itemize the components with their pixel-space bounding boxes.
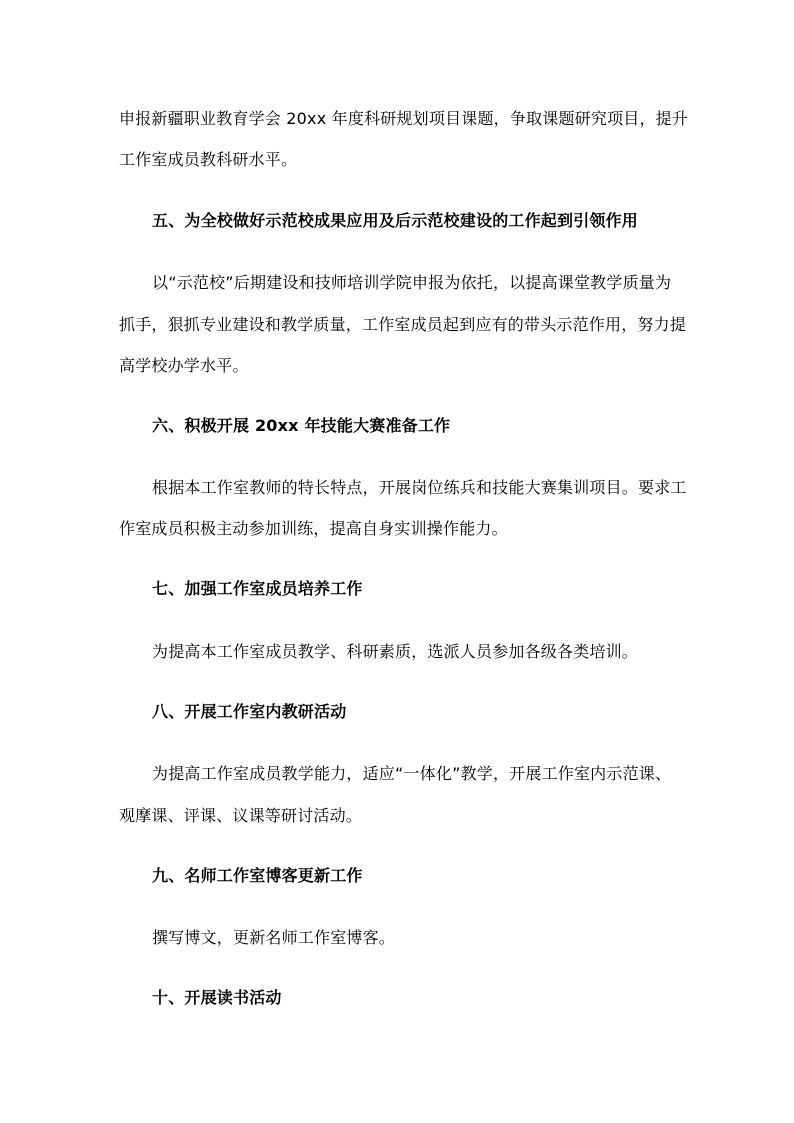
paragraph-line: 高学校办学水平。 — [119, 356, 249, 375]
paragraph-line: 作室成员积极主动参加训练，提高自身实训操作能力。 — [119, 519, 508, 538]
paragraph-line: 撰写博文，更新名师工作室博客。 — [152, 928, 396, 947]
section-heading-8: 八、开展工作室内教研活动 — [152, 702, 347, 721]
section-heading-6: 六、积极开展 20xx 年技能大赛准备工作 — [152, 416, 451, 435]
paragraph-line: 工作室成员教科研水平。 — [119, 150, 298, 169]
paragraph-line: 申报新疆职业教育学会 20xx 年度科研规划项目课题，争取课题研究项目，提升 — [119, 109, 689, 128]
paragraph-line: 为提高工作室成员教学能力，适应“一体化”教学，开展工作室内示范课、 — [152, 764, 672, 783]
paragraph-line: 观摩课、评课、议课等研讨活动。 — [119, 806, 363, 825]
section-heading-7: 七、加强工作室成员培养工作 — [152, 579, 363, 598]
section-heading-9: 九、名师工作室博客更新工作 — [152, 866, 363, 885]
section-heading-10: 十、开展读书活动 — [152, 988, 282, 1007]
paragraph-line: 以“示范校”后期建设和技师培训学院申报为依托，以提高课堂教学质量为 — [152, 273, 672, 292]
paragraph-line: 抓手，狠抓专业建设和教学质量，工作室成员起到应有的带头示范作用，努力提 — [119, 315, 687, 334]
paragraph-line: 为提高本工作室成员教学、科研素质，选派人员参加各级各类培训。 — [152, 642, 639, 661]
paragraph-line: 根据本工作室教师的特长特点，开展岗位练兵和技能大赛集训项目。要求工 — [152, 478, 687, 497]
section-heading-5: 五、为全校做好示范校成果应用及后示范校建设的工作起到引领作用 — [152, 211, 639, 230]
